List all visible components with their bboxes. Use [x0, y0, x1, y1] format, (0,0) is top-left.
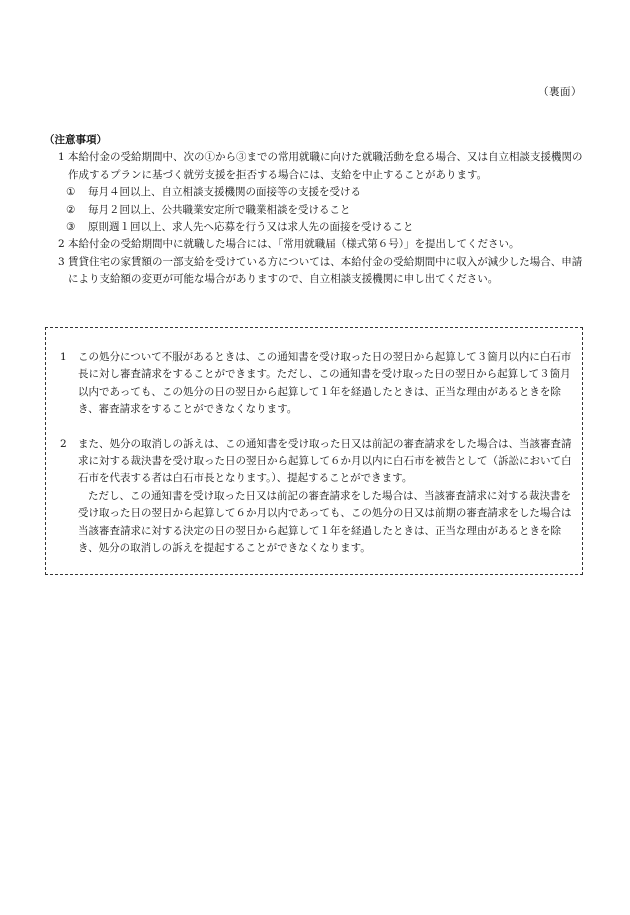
note-item	[44, 254, 590, 289]
appeal-paragraph: ただし、この通知書を受け取った日又は前記の審査請求をした場合は、当該審査請求に対する裁決書を受け取った日の翌日から起算して６か月以内であっても、この処分の日又は前期の審査請求をした場合は当該審査請求に対する決定の日の翌日から起算して１年を経過したときは、正当な理由があるときを除き、処分の取消しの訴えを提起することができなくなります。	[78, 489, 572, 555]
note-number: 3	[58, 255, 65, 268]
note-sub-item	[44, 184, 590, 201]
sub-item-text: 毎月４回以上、自立相談支援機関の面接等の支援を受ける	[88, 186, 361, 199]
sub-item-text: 原則週１回以上、求人先へ応募を行う又は求人先の面接を受けること	[88, 221, 414, 234]
appeal-paragraph: また、処分の取消しの訴えは、この通知書を受け取った日又は前記の審査請求をした場合は、当該審査請求に対する裁決書を受け取った日の翌日から起算して６か月以内に白石市を被告として（訴訟において白石市を代表する者は白石市長となります。）、提起することができます。	[78, 437, 572, 485]
appeal-item	[56, 436, 572, 558]
sub-item-text: 毎月２回以上、公共職業安定所で職業相談を受けること	[88, 203, 351, 216]
sub-item-number: ①	[66, 186, 76, 199]
sub-item-number: ②	[66, 203, 76, 216]
note-sub-item	[44, 202, 590, 219]
sub-item-number: ③	[66, 221, 76, 234]
page-side-label: （裏面）	[538, 86, 582, 98]
note-item	[44, 149, 590, 184]
note-number: 2	[58, 238, 65, 251]
note-text: 賃貸住宅の家賃額の一部支給を受けている方については、本給付金の受給期間中に収入が減少した場合、申請により支給額の変更が可能な場合がありますので、自立相談支援機関に申し出てください。	[68, 255, 583, 286]
note-number: 1	[58, 151, 65, 164]
appeal-paragraph: この処分について不服があるときは、この通知書を受け取った日の翌日から起算して３箇月以内に白石市長に対し審査請求をすることができます。ただし、この通知書を受け取った日の翌日から起算して３箇月以内であっても、この処分の日の翌日から起算して１年を経過したときは、正当な理由があるときを除き、審査請求をすることができなくなります。	[78, 351, 572, 416]
notes-heading: （注意事項）	[44, 134, 107, 146]
note-item	[44, 236, 590, 253]
note-sub-item	[44, 219, 590, 236]
appeal-number: 2	[60, 437, 67, 450]
note-text: 本給付金の受給期間中に就職した場合には、「常用就職届（様式第６号）」を提出してください。	[68, 238, 520, 251]
appeal-number: 1	[60, 351, 67, 363]
note-text: 本給付金の受給期間中、次の①から③までの常用就職に向けた就職活動を怠る場合、又は自立相談支援機関の作成するプランに基づく就労支援を拒否する場合には、支給を中止することがあります。	[68, 151, 583, 181]
appeal-item	[56, 349, 572, 419]
notes-section	[44, 132, 590, 289]
appeal-notice-box	[45, 327, 583, 575]
